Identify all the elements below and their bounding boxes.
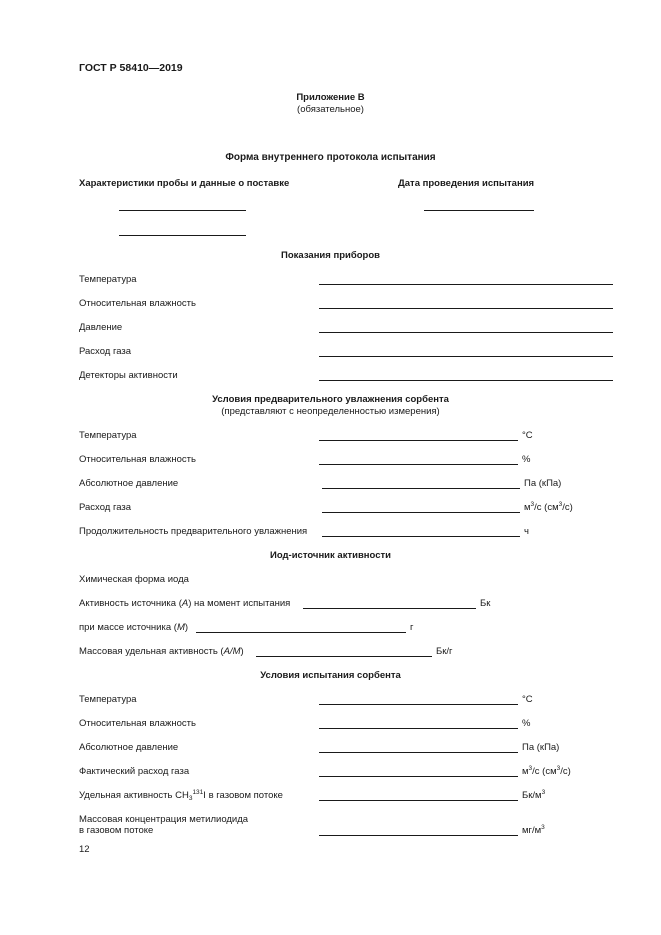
- test-temperature-unit: °С: [522, 694, 533, 705]
- methyl-iodide-concentration-unit: $мг/м^3$: [522, 824, 545, 836]
- specific-activity-field[interactable]: [256, 656, 432, 657]
- test-humidity-label: Относительная влажность: [79, 718, 196, 729]
- form-title: Форма внутреннего протокола испытания: [225, 152, 436, 163]
- precond-humidity-field[interactable]: [319, 464, 518, 465]
- test-flow-field[interactable]: [319, 776, 518, 777]
- sample-field-line-1[interactable]: [119, 210, 246, 211]
- instrument-temperature-label: Температура: [79, 274, 137, 285]
- precond-humidity-label: Относительная влажность: [79, 454, 196, 465]
- methyl-iodide-concentration-field[interactable]: [319, 835, 518, 836]
- test-date-heading: Дата проведения испытания: [398, 178, 535, 189]
- precond-duration-field[interactable]: [322, 536, 520, 537]
- precond-subheading: (представляют с неопределенностью измерения): [221, 406, 440, 417]
- methyl-iodide-concentration-label-2: в газовом потоке: [79, 825, 154, 836]
- source-mass-label: при массе источника (М): [79, 622, 189, 633]
- instrument-humidity-label: Относительная влажность: [79, 298, 196, 309]
- precond-flow-label: Расход газа: [79, 502, 132, 513]
- precond-pressure-unit: Па (кПа): [524, 478, 562, 489]
- instrument-flow-field[interactable]: [319, 356, 613, 357]
- source-activity-field[interactable]: [303, 608, 476, 609]
- test-temperature-label: Температура: [79, 694, 137, 705]
- test-humidity-unit: %: [522, 718, 531, 729]
- test-flow-unit: $м^3/с$ $(см^3/с)$: [522, 765, 571, 777]
- precond-temperature-label: Температура: [79, 430, 137, 441]
- instrument-detectors-label: Детекторы активности: [79, 370, 178, 381]
- instrument-temperature-field[interactable]: [319, 284, 613, 285]
- sample-heading: Характеристики пробы и данные о поставке: [79, 178, 290, 189]
- source-mass-field[interactable]: [196, 632, 406, 633]
- test-pressure-label: Абсолютное давление: [79, 742, 179, 753]
- source-activity-unit: Бк: [480, 598, 491, 609]
- source-mass-unit: г: [410, 622, 414, 633]
- methyl-iodide-concentration-label-1: Массовая концентрация метилиодида: [79, 814, 249, 825]
- specific-activity-label: Массовая удельная активность (А/М): [79, 646, 244, 657]
- precond-heading: Условия предварительного увлажнения сорбента: [212, 394, 449, 405]
- ch3i-specific-activity-field[interactable]: [319, 800, 518, 801]
- standard-designation: ГОСТ Р 58410—2019: [79, 62, 183, 74]
- precond-temperature-unit: °С: [522, 430, 533, 441]
- instruments-heading: Показания приборов: [281, 250, 380, 261]
- test-heading: Условия испытания сорбента: [260, 670, 401, 681]
- precond-duration-label: Продолжительность предварительного увлажнения: [79, 526, 308, 537]
- appendix-note: (обязательное): [297, 104, 364, 115]
- ch3i-specific-activity-label: Удельная активность $СН_3^{131}I$ в газовом потоке: [79, 789, 283, 802]
- instrument-pressure-field[interactable]: [319, 332, 613, 333]
- test-date-field-line[interactable]: [424, 210, 534, 211]
- precond-temperature-field[interactable]: [319, 440, 518, 441]
- source-activity-label: Активность источника (А) на момент испытания: [79, 598, 291, 609]
- test-humidity-field[interactable]: [319, 728, 518, 729]
- iodine-heading: Иод-источник активности: [270, 550, 391, 561]
- precond-duration-unit: ч: [524, 526, 529, 537]
- instrument-pressure-label: Давление: [79, 322, 123, 333]
- instrument-humidity-field[interactable]: [319, 308, 613, 309]
- precond-humidity-unit: %: [522, 454, 531, 465]
- test-flow-label: Фактический расход газа: [79, 766, 190, 777]
- appendix-title: Приложение В: [296, 92, 365, 103]
- test-temperature-field[interactable]: [319, 704, 518, 705]
- precond-flow-unit: $м^3/с$ $(см^3/с)$: [524, 501, 573, 513]
- instrument-detectors-field[interactable]: [319, 380, 613, 381]
- specific-activity-unit: Бк/г: [436, 646, 453, 657]
- precond-flow-field[interactable]: [322, 512, 520, 513]
- ch3i-specific-activity-unit: $Бк/м^3$: [522, 789, 546, 801]
- page-number: 12: [79, 844, 90, 855]
- sample-field-line-2[interactable]: [119, 235, 246, 236]
- test-pressure-unit: Па (кПа): [522, 742, 560, 753]
- precond-pressure-field[interactable]: [322, 488, 520, 489]
- precond-pressure-label: Абсолютное давление: [79, 478, 179, 489]
- iodine-chem-form-label: Химическая форма иода: [79, 574, 189, 585]
- instrument-flow-label: Расход газа: [79, 346, 132, 357]
- test-pressure-field[interactable]: [319, 752, 518, 753]
